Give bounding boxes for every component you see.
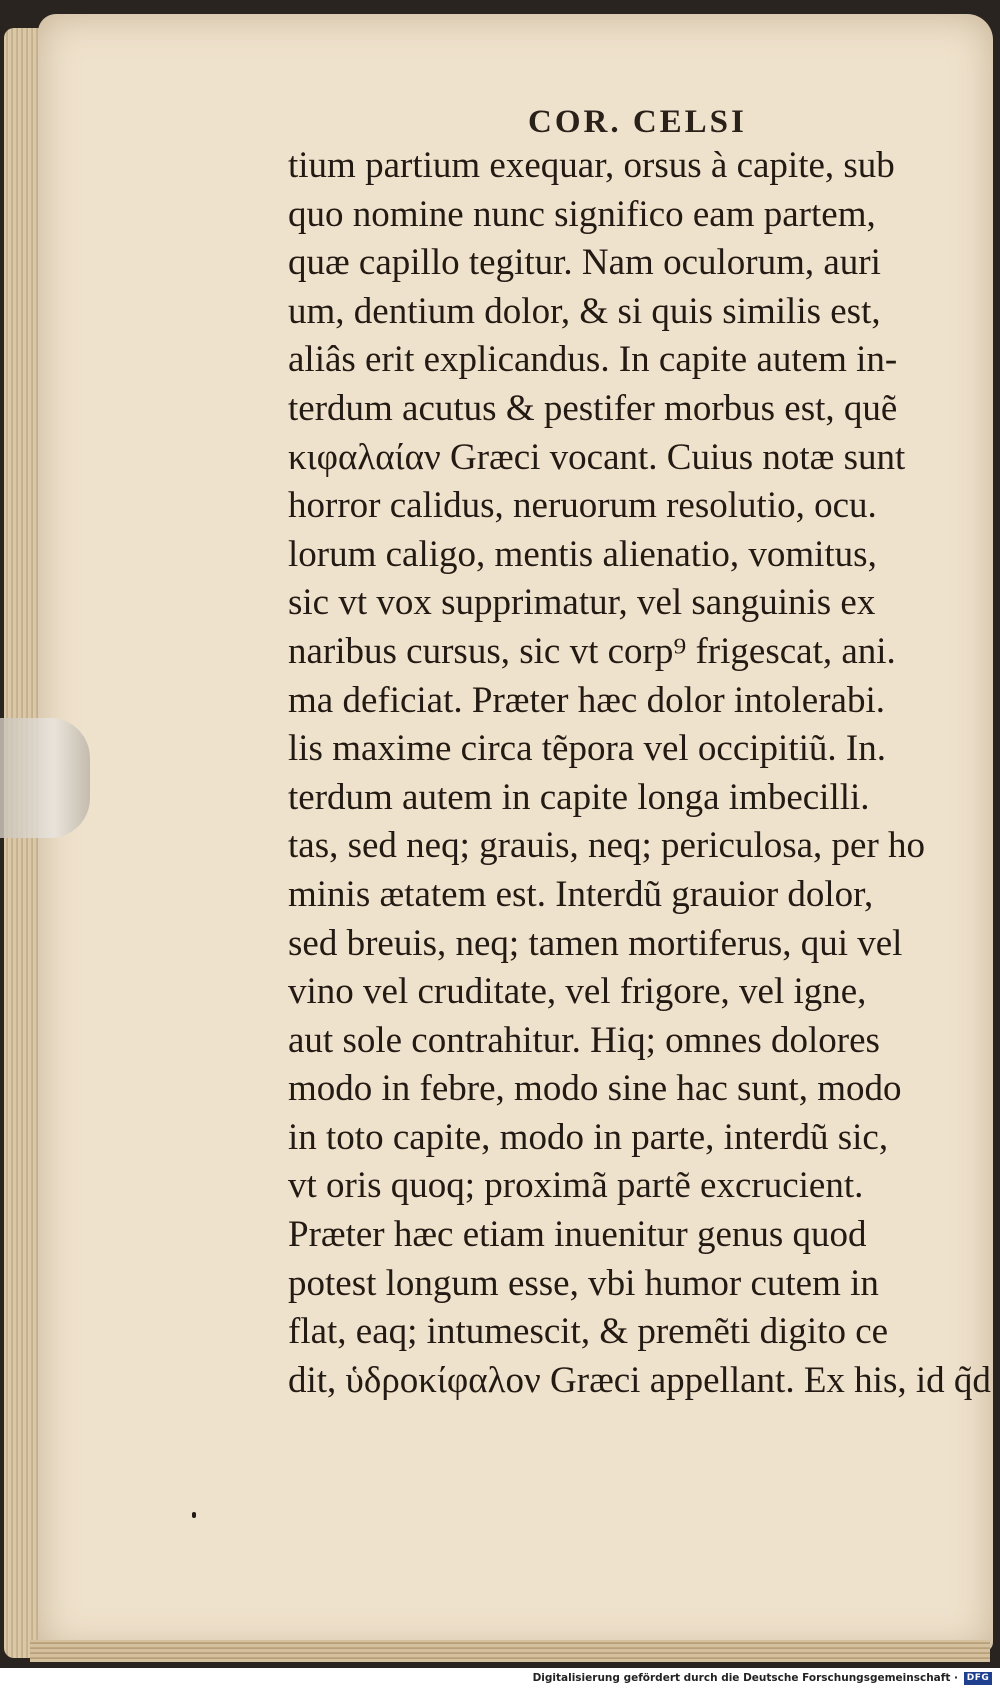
text-line: tium partium exequar, orsus à capite, sub: [288, 145, 895, 186]
text-line: κιφαλαίαν Græci vocant. Cuius notæ sunt: [288, 436, 906, 478]
text-line: Præter hæc etiam inuenitur genus quod: [288, 1214, 867, 1256]
text-line: vino vel cruditate, vel frigore, vel igne,: [288, 971, 867, 1013]
text-line: sed breuis, neq; tamen mortiferus, qui vel: [288, 922, 903, 964]
running-head: COR. CELSI: [528, 104, 747, 140]
text-line: quo nomine nunc significo eam partem,: [288, 193, 876, 235]
text-line: lis maxime circa tẽpora vel occipitiũ. In.: [288, 728, 886, 770]
text-line: terdum acutus & pestifer morbus est, quẽ: [288, 387, 898, 429]
text-line: terdum autem in capite longa imbecilli.: [288, 776, 870, 818]
text-line: naribus cursus, sic vt corp⁹ frigescat, ani.: [288, 630, 896, 672]
digitization-credit: Digitalisierung gefördert durch die Deutsche Forschungsgemeinschaft ·: [532, 1672, 958, 1684]
text-line: tas, sed neq; grauis, neq; periculosa, per ho: [288, 825, 926, 867]
text-line: vt oris quoq; proximã partẽ excrucient.: [288, 1165, 864, 1207]
text-line: flat, eaq; intumescit, & premẽti digito ce: [288, 1311, 889, 1353]
page-clip: [0, 718, 90, 838]
text-line: horror calidus, neruorum resolutio, ocu.: [288, 485, 877, 527]
ink-speck: [192, 1512, 196, 1518]
text-line: sic vt vox supprimatur, vel sanguinis ex: [288, 582, 876, 624]
text-line: aut sole contrahitur. Hiq; omnes dolores: [288, 1019, 880, 1061]
text-line: ma deficiat. Præter hæc dolor intolerabi.: [288, 679, 885, 721]
dfg-logo: DFG: [964, 1672, 992, 1685]
text-line: um, dentium dolor, & si quis similis est,: [288, 290, 881, 332]
text-line: lorum caligo, mentis alienatio, vomitus,: [288, 533, 877, 575]
book-page: [38, 14, 993, 1652]
page-stack-bottom-edge: [30, 1640, 990, 1662]
text-line: in toto capite, modo in parte, interdũ sic,: [288, 1116, 889, 1158]
text-line: modo in febre, modo sine hac sunt, modo: [288, 1068, 902, 1110]
text-line: potest longum esse, vbi humor cutem in: [288, 1262, 879, 1304]
text-line: quæ capillo tegitur. Nam oculorum, auri: [288, 242, 881, 284]
body-text: [288, 142, 991, 1405]
footer-bar: [0, 1668, 1000, 1690]
text-line: aliâs erit explicandus. In capite autem in-: [288, 339, 898, 381]
text-line: minis ætatem est. Interdũ grauior dolor,: [288, 873, 874, 915]
text-line: dit, ὑδροκίφαλον Græci appellant. Ex his, id q̃d: [288, 1359, 991, 1401]
